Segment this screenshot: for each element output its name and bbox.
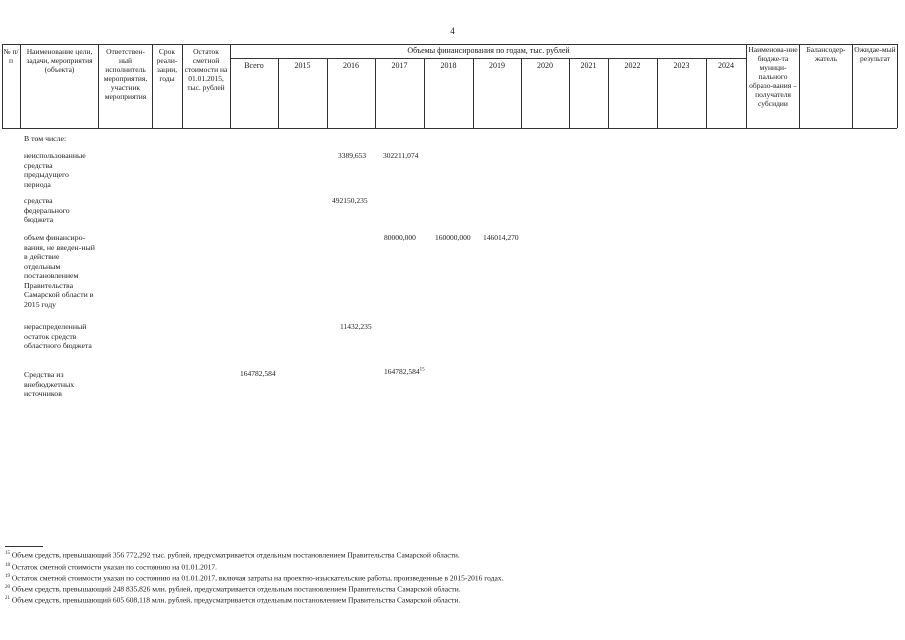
footnote-number: 18 <box>5 563 10 568</box>
header-responsible: Ответствен-ный исполнитель мероприятия, участник мероприятия <box>103 47 148 101</box>
row-unallocated-volume-2017: 80000,000 <box>384 233 416 242</box>
header-total: Всего <box>244 61 264 70</box>
row-federal-budget-label: средства федерального бюджета <box>24 196 70 224</box>
header-year: 2017 <box>391 61 408 70</box>
col-border <box>230 44 231 128</box>
header-year: 2024 <box>718 61 734 70</box>
col-border <box>852 44 853 128</box>
header-year: 2018 <box>440 61 457 70</box>
footnote-number: 15 <box>5 551 10 556</box>
header-term: Срок реали-зации, годы <box>156 47 178 83</box>
footnote-18 <box>5 561 217 572</box>
header-expected-result: Ожидае-мый результат <box>854 45 896 63</box>
footnote-text: Остаток сметной стоимости указан по состоянию на 01.01.2017, включая затраты на проектно-изыскательские работы, произведенные в 2015-2016 годах. <box>11 573 504 583</box>
footnote-21 <box>5 594 460 605</box>
col-border <box>98 44 99 128</box>
value-text: 164782,584 <box>384 367 420 376</box>
footnote-text: Объем средств, превышающий 605 608,118 млн. рублей, предусматривается отдельным постановлением Правительства Самарской области. <box>11 595 461 605</box>
row-regional-remainder-label: нераспределенный остаток средств областного бюджета <box>24 322 92 350</box>
row-federal-budget-2016: 492150,235 <box>332 196 368 205</box>
header-bottom-rule <box>2 128 897 129</box>
col-border <box>20 44 21 128</box>
footnote-ref: 15 <box>419 367 425 373</box>
footnote-text: Остаток сметной стоимости указан по состоянию на 01.01.2017. <box>11 562 217 572</box>
header-name: Наименование цели, задачи, мероприятия (объекта) <box>26 47 93 74</box>
col-border <box>897 44 898 128</box>
header-year: 2023 <box>673 61 690 70</box>
row-unused-funds-2016: 3389,653 <box>338 151 367 160</box>
header-year: 2015 <box>294 61 311 70</box>
header-budget-recipient: Наименова-ние бюдже-та муници-пального образо-вания – получателя субсидии <box>748 45 798 108</box>
header-num: № п/п <box>3 47 19 65</box>
col-border <box>799 44 800 128</box>
row-unused-funds-2017: 302211,074 <box>383 151 419 160</box>
footnote-number: 21 <box>5 596 10 601</box>
footnote-rule <box>5 546 43 547</box>
table-header <box>2 44 897 128</box>
row-regional-remainder-2016: 11432,235 <box>340 322 372 331</box>
row-extrabudgetary-label: Средства из внебюджетных источников <box>24 370 75 398</box>
header-year: 2016 <box>343 61 359 70</box>
header-year: 2021 <box>580 61 597 70</box>
footnote-number: 20 <box>5 585 10 590</box>
header-year: 2019 <box>489 61 505 70</box>
page-number: 4 <box>450 26 455 36</box>
footnote-19 <box>5 572 503 583</box>
including-label: В том числе: <box>24 134 67 143</box>
funding-sub-rule <box>230 58 746 59</box>
row-unallocated-volume-2019: 146014,270 <box>483 233 519 242</box>
header-funding: Объемы финансирования по годам, тыс. рублей <box>407 46 570 55</box>
row-unallocated-volume-label: объем финансиро-вания, не введен-ный в действие отдельным постановлением Правительства Самарской области в 2015 году <box>24 233 95 309</box>
footnote-text: Объем средств, превышающий 248 835,826 млн. рублей, предусматривается отдельным постановлением Правительства Самарской области. <box>11 584 461 594</box>
footnote-text: Объем средств, превышающий 356 772,292 тыс. рублей, предусматривается отдельным постановлением Правительства Самарской области. <box>11 550 460 560</box>
footnote-15 <box>5 549 460 560</box>
header-year: 2020 <box>537 61 553 70</box>
col-border <box>746 44 747 128</box>
footnote-20 <box>5 583 461 594</box>
footnote-number: 19 <box>5 574 10 579</box>
row-extrabudgetary-total: 164782,584 <box>240 369 276 378</box>
row-extrabudgetary-2017 <box>384 367 425 376</box>
header-remaining-cost: Остаток сметной стоимости на 01.01.2015, тыс. рублей <box>184 47 228 92</box>
row-unused-funds-label: неиспользованные средства предыдущего периода <box>24 151 86 189</box>
header-balance-holder: Балансодер-жатель <box>806 45 846 63</box>
header-year: 2022 <box>624 61 641 70</box>
row-unallocated-volume-2018: 160000,000 <box>435 233 471 242</box>
